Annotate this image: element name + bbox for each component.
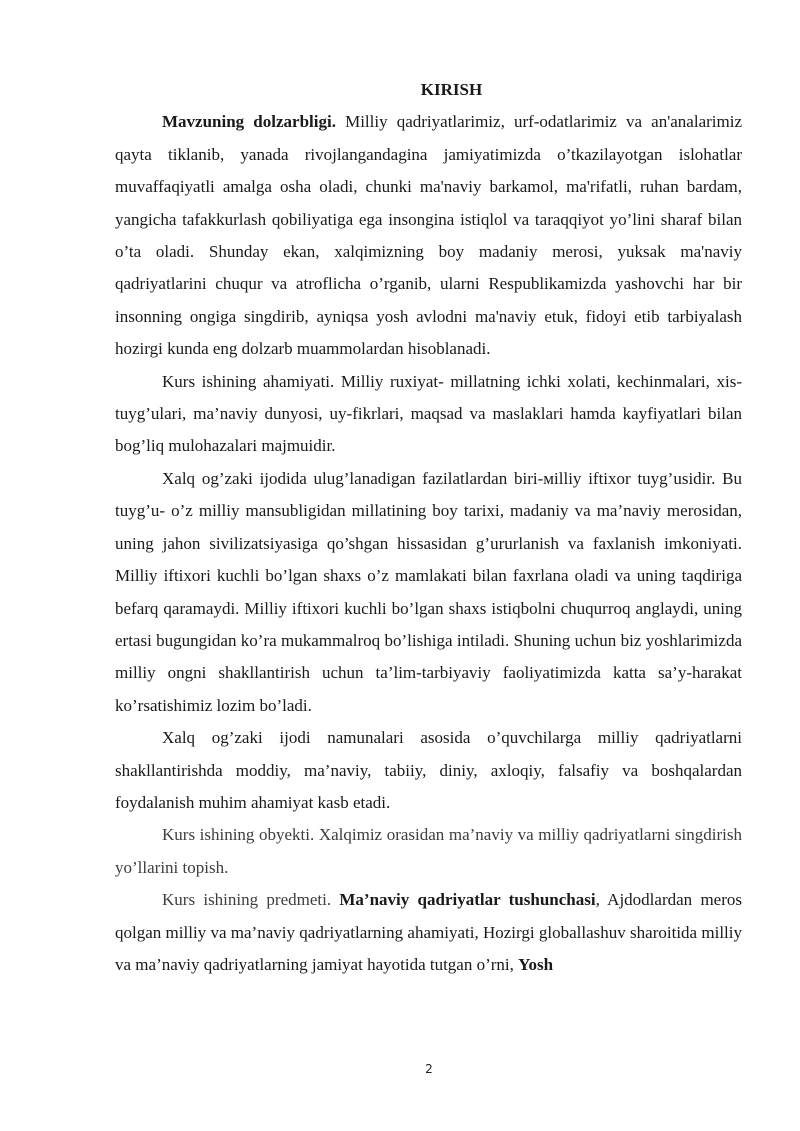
relevance-heading: Mavzuning dolzarbligi. <box>162 112 336 132</box>
section-title: KIRISH <box>420 80 483 99</box>
paragraph-object: Kurs ishining obyekti. Xalqimiz orasidan ma’naviy va milliy qadriyatlarni singdirish yo’llarini topish. <box>115 825 742 877</box>
paragraph-national-pride: Xalq og’zaki ijodida ulug’lanadigan fazilatlardan biri-мilliy iftixor tuyg’usidir. Bu tuyg’u- o’z milliy mansubligidan millatining boy tarixi, madaniy va ma’naviy merosidan, uning jahon sivilizatsiyasiga qo’shgan hissasidan g’ururlanish va faxlanish imkoniyati. Milliy iftixori kuchli bo’lgan shaxs o’z mamlakati bilan faxrlana oladi va uning taqdiriga befarq qaramaydi. Milliy iftixori kuchli bo’lgan shaxs istiqbolni chuqurroq anglaydi, uning ertasi bugungidan ko’ra mukammalroq bo’lishiga intiladi. Shuning uchun biz yoshlarimizda milliy ongni shakllantirish uchun ta’lim-tarbiyaviy faoliyatimizda katta sa’y-harakat ko’rsatishimiz lozim bo’ladi. <box>115 468 742 715</box>
page-number: 2 <box>425 1062 433 1076</box>
subject-bold-tail: Yosh <box>518 954 554 974</box>
paragraph-subject <box>115 884 742 981</box>
subject-text: , Ajdodlardan meros qolgan milliy va ma’naviy qadriyatlarning ahamiyati, Hozirgi globallashuv sharoitida milliy va ma’naviy qadriyatlarning jamiyat hayotida tutgan o’rni, <box>115 890 742 974</box>
subject-lead: Kurs ishining predmeti. <box>162 890 340 910</box>
page-content <box>115 74 742 981</box>
subject-bold-term: Ma’naviy qadriyatlar tushunchasi <box>339 890 596 910</box>
relevance-text: Milliy qadriyatlarimiz, urf-odatlarimiz va an'analarimiz qayta tiklanib, yanada rivojlangandagina jamiyatimizda o’tkazilayotgan islohatlar muvaffaqiyatli amalga osha oladi, chunki ma'naviy barkamol, ma'rifatli, ruhan bardam, yangicha tafakkurlash qobiliyatiga ega insongina istiqlol va taraqqiyot yo’lini sharaf bilan o’ta oladi. Shunday ekan, xalqimizning boy madaniy merosi, yuksak ma'naviy qadriyatlarini chuqur va atroflicha o’rganib, ularni Respublikamizda yashovchi har bir insonning ongiga singdirib, ayniqsa yosh avlodni ma'naviy etuk, fidoyi etib tarbiyalash hozirgi kunda eng dolzarb muammolardan hisoblanadi. <box>115 112 742 359</box>
paragraph-relevance <box>115 106 742 365</box>
paragraph-significance: Kurs ishining ahamiyati. Milliy ruxiyat- millatning ichki xolati, kechinmalari, xis-tuyg’ulari, ma’naviy dunyosi, uy-fikrlari, maqsad va maslaklari hamda kayfiyatlari bilan bog’liq mulohazalari majmuidir. <box>115 371 742 456</box>
paragraph-folk-art-values: Xalq og’zaki ijodi namunalari asosida o’quvchilarga milliy qadriyatlarni shakllantirishda moddiy, ma’naviy, tabiiy, diniy, axloqiy, falsafiy va boshqalardan foydalanish muhim ahamiyat kasb etadi. <box>115 728 742 812</box>
